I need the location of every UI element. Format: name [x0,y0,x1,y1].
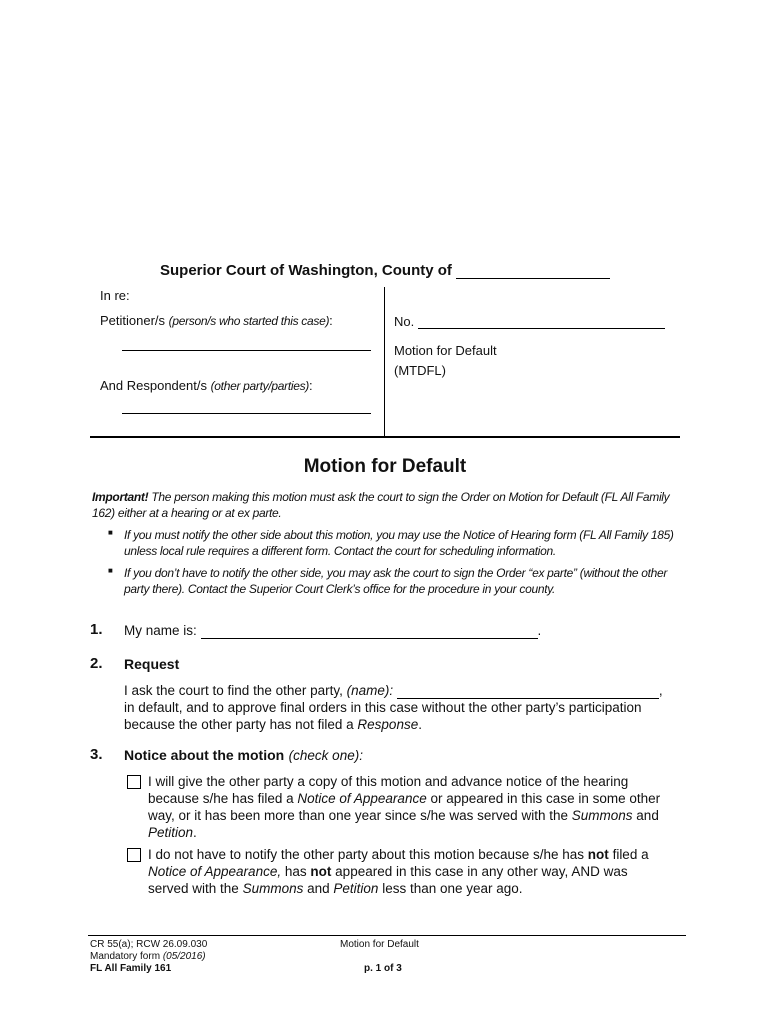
case-number-label: No. [394,314,665,329]
footer-rule [88,935,686,936]
option-1-checkbox[interactable] [127,775,141,789]
caption-doc-title: Motion for Default [394,343,497,358]
caption-divider-vertical [384,287,385,437]
bullet-icon: ■ [108,566,113,575]
case-number-blank[interactable] [418,316,665,329]
section-1-name-field: My name is: . [124,623,542,638]
in-re-label: In re: [100,288,130,303]
footer-center-title: Motion for Default [340,939,419,950]
petitioner-name-line[interactable] [122,350,371,351]
county-blank[interactable] [456,264,610,279]
important-bullet-2: If you don’t have to notify the other side, you may ask the court to sign the Order “ex parte” (without the other party there). Contact the Superior Court Clerk’s office for the procedure in your county. [124,566,668,596]
petitioner-label: Petitioner/s (person/s who started this case): [100,313,333,328]
section-2-number: 2. [90,655,103,672]
caption-doc-code: (MTDFL) [394,363,446,378]
bullet-icon: ■ [108,528,113,537]
important-bullet-1: If you must notify the other side about this motion, you may use the Notice of Hearing form (FL All Family 185) unless local rule requires a different form. Contact the court for scheduling information. [124,528,674,558]
section-2-text: I ask the court to find the other party, (name): , in default, and to approve final orders in this case without the other party’s participation because the other party has not filed a Response. [124,683,663,732]
section-2-heading: Request [124,656,180,672]
section-3-heading: Notice about the motion (check one): [124,747,363,763]
important-note: Important! The person making this motion must ask the court to sign the Order on Motion for Default (FL All Family 162) either at a hearing or at ex parte. [92,490,670,520]
option-1-text: I will give the other party a copy of this motion and advance notice of the hearing because s/he has filed a Notice of Appearance or appeared in this case in some other way, or it has been more than one year since s/he was served with the Summons and Petition. [148,774,661,840]
my-name-blank[interactable] [201,625,538,639]
footer-left: CR 55(a); RCW 26.09.030 Mandatory form (05/2016) FL All Family 161 [90,939,208,974]
section-3-number: 3. [90,746,103,763]
court-heading: Superior Court of Washington, County of [160,262,610,279]
section-1-number: 1. [90,621,103,638]
option-2-checkbox[interactable] [127,848,141,862]
page-title: Motion for Default [303,456,467,477]
caption-divider-horizontal [90,436,680,438]
option-2-text: I do not have to notify the other party about this motion because s/he has not filed a Notice of Appearance, has not appeared in this case in any other way, AND was served with the Summons and Petition less than one year ago. [148,847,649,896]
other-party-name-blank[interactable] [397,685,659,699]
respondent-label: And Respondent/s (other party/parties): [100,378,313,393]
footer-page-number: p. 1 of 3 [364,963,402,974]
respondent-name-line[interactable] [122,413,371,414]
